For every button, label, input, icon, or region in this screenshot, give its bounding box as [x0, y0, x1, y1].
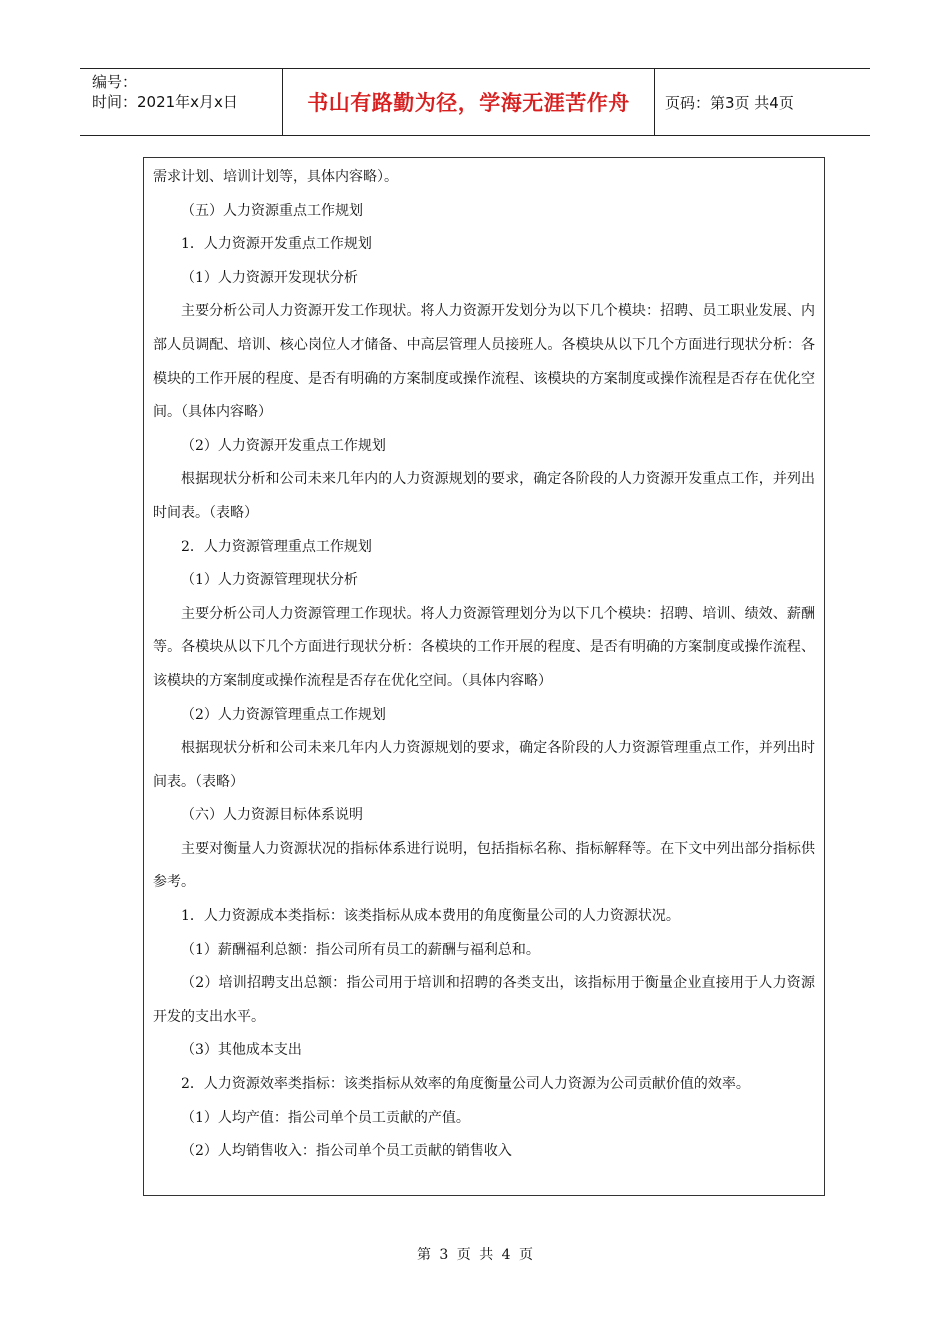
- item-heading: （2）人均销售收入：指公司单个员工贡献的销售收入: [181, 1143, 512, 1160]
- paragraph: 根据现状分析和公司未来几年内的人力资源规划的要求，确定各阶段的人力资源开发重点工作，并列出时间表。（表略）: [153, 471, 815, 521]
- header-meta: [80, 69, 283, 135]
- item-heading: （1）人均产值：指公司单个员工贡献的产值。: [181, 1109, 470, 1126]
- subsection-heading: 1．人力资源成本类指标：该类指标从成本费用的角度衡量公司的人力资源状况。: [181, 908, 680, 925]
- section-heading: （六）人力资源目标体系说明: [181, 807, 363, 824]
- header-page-number: 页码：第3页 共4页: [665, 94, 794, 112]
- item-heading: （2）人力资源管理重点工作规划: [181, 706, 386, 723]
- item-heading: （1）人力资源开发现状分析: [181, 269, 358, 286]
- document-time-label: 时间：2021年x月x日: [92, 93, 238, 111]
- paragraph: 主要分析公司人力资源开发工作现状。将人力资源开发划分为以下几个模块：招聘、员工职业发展、内部人员调配、培训、核心岗位人才储备、中高层管理人员接班人。各模块从以下几个方面进行现状分析：各模块的工作开展的程度、是否有明确的方案制度或操作流程、该模块的方案制度或操作流程是否存在优化空间。（具体内容略）: [153, 303, 815, 421]
- item-heading: （1）薪酬福利总额：指公司所有员工的薪酬与福利总和。: [181, 941, 540, 958]
- paragraph: 需求计划、培训计划等，具体内容略）。: [153, 169, 398, 185]
- subsection-heading: 2．人力资源管理重点工作规划: [181, 538, 372, 555]
- page-footer: 第 3 页 共 4 页: [416, 1247, 534, 1263]
- paragraph: 根据现状分析和公司未来几年内人力资源规划的要求，确定各阶段的人力资源管理重点工作，并列出时间表。（表略）: [153, 740, 815, 790]
- item-heading: （1）人力资源管理现状分析: [181, 572, 358, 589]
- document-body: [143, 157, 825, 1196]
- paragraph: 主要分析公司人力资源管理工作现状。将人力资源管理划分为以下几个模块：招聘、培训、绩效、薪酬等。各模块从以下几个方面进行现状分析：各模块的工作开展的程度、是否有明确的方案制度或操作流程、该模块的方案制度或操作流程是否存在优化空间。（具体内容略）: [153, 605, 815, 689]
- subsection-heading: 2．人力资源效率类指标：该类指标从效率的角度衡量公司人力资源为公司贡献价值的效率。: [181, 1076, 750, 1093]
- document-number-label: 编号：: [92, 73, 138, 91]
- subsection-heading: 1．人力资源开发重点工作规划: [181, 236, 372, 253]
- paragraph: （2）培训招聘支出总额：指公司用于培训和招聘的各类支出，该指标用于衡量企业直接用于人力资源开发的支出水平。: [153, 975, 815, 1025]
- paragraph: 主要对衡量人力资源状况的指标体系进行说明，包括指标名称、指标解释等。在下文中列出部分指标供参考。: [153, 840, 815, 891]
- section-heading: （五）人力资源重点工作规划: [181, 202, 363, 219]
- item-heading: （3）其他成本支出: [181, 1042, 302, 1059]
- item-heading: （2）人力资源开发重点工作规划: [181, 437, 386, 454]
- header-slogan: 书山有路勤为径，学海无涯苦作舟: [283, 69, 655, 135]
- page-header: [80, 68, 870, 136]
